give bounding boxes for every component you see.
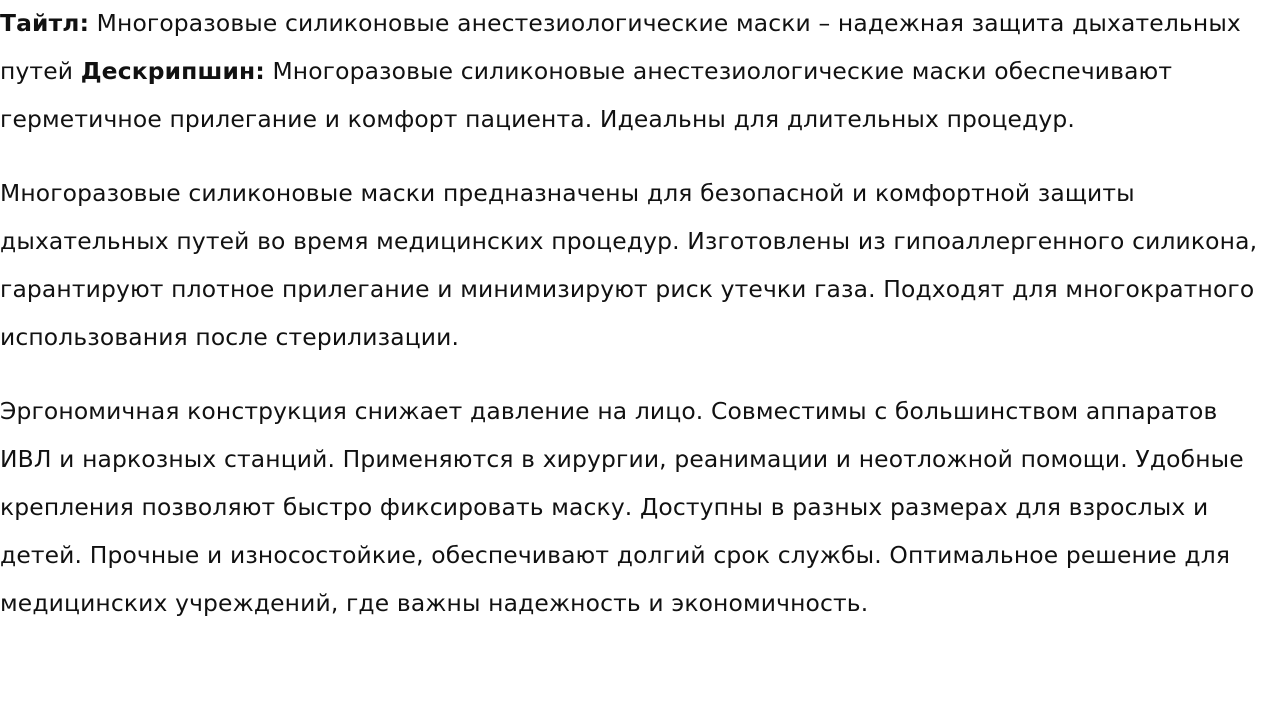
body-paragraph-2: Эргономичная конструкция снижает давление на лицо. Совместимы с большинством аппаратов ИВЛ и наркозных станций. Применяются в хирургии, реанимации и неотложной помощи. Удобные крепления позволяют быстро фиксировать маску. Доступны в разных размерах для взрослых и детей. Прочные и износостойкие, обеспечивают долгий срок службы. Оптимальное решение для медицинских учреждений, где важны надежность и экономичность. [0, 397, 1244, 617]
description-label: Дескрипшин: [80, 57, 265, 85]
meta-paragraph [0, 0, 1268, 143]
body-paragraph-1: Многоразовые силиконовые маски предназначены для безопасной и комфортной защиты дыхательных путей во время медицинских процедур. Изготовлены из гипоаллергенного силикона, гарантируют плотное прилегание и минимизируют риск утечки газа. Подходят для многократного использования после стерилизации. [0, 179, 1258, 351]
title-text: Многоразовые силиконовые анестезиологические маски – надежная защита дыхательных путей [0, 9, 1241, 85]
description-text: Многоразовые силиконовые анестезиологические маски обеспечивают герметичное прилегание и комфорт пациента. Идеальны для длительных процедур. [0, 57, 1173, 133]
title-label: Тайтл: [0, 9, 90, 37]
